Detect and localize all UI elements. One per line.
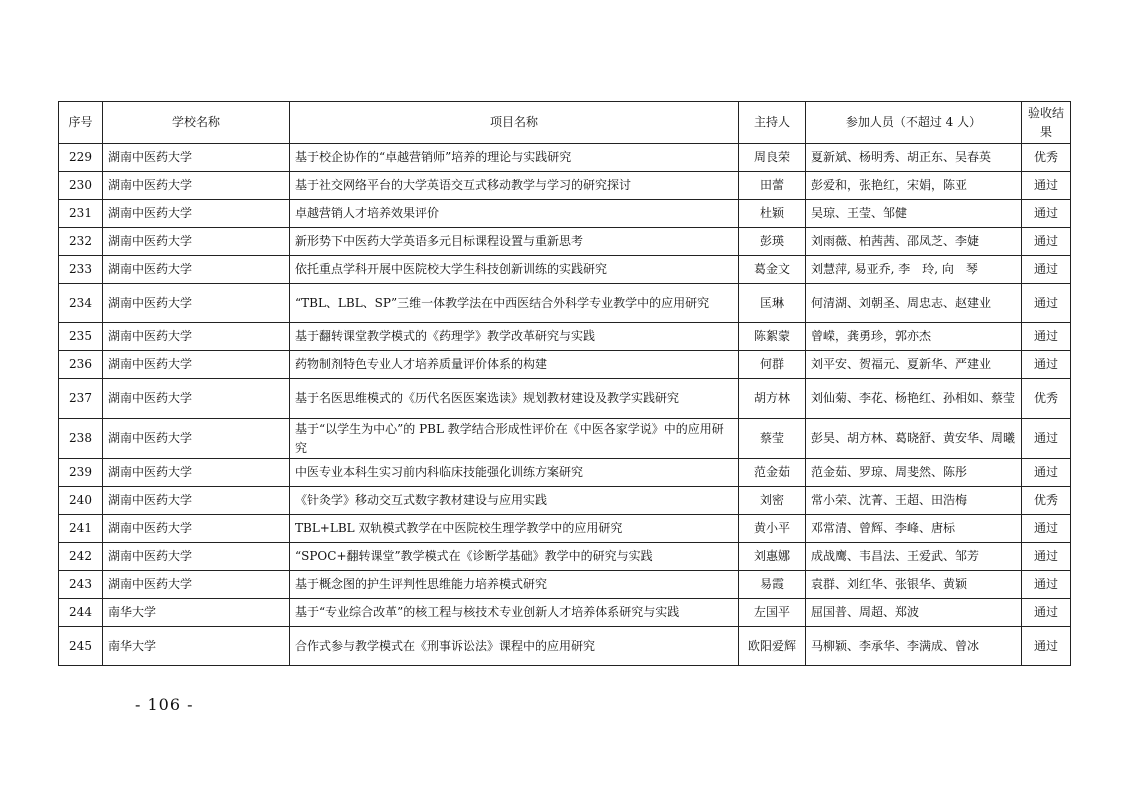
cell-school: 湖南中医药大学 <box>103 487 290 515</box>
cell-seq: 240 <box>59 487 103 515</box>
cell-result: 通过 <box>1022 256 1071 284</box>
table-row <box>59 487 1071 515</box>
cell-result: 通过 <box>1022 459 1071 487</box>
cell-seq: 244 <box>59 599 103 627</box>
cell-leader: 田蕾 <box>739 172 806 200</box>
cell-result: 通过 <box>1022 419 1071 459</box>
cell-leader: 何群 <box>739 351 806 379</box>
cell-result: 通过 <box>1022 284 1071 323</box>
table-row <box>59 571 1071 599</box>
cell-result: 通过 <box>1022 323 1071 351</box>
cell-project: “SPOC+翻转课堂”教学模式在《诊断学基础》教学中的研究与实践 <box>290 543 739 571</box>
table-row <box>59 515 1071 543</box>
cell-members: 彭昊、胡方林、葛晓舒、黄安华、周曦 <box>806 419 1022 459</box>
cell-school: 南华大学 <box>103 599 290 627</box>
cell-project: 基于社交网络平台的大学英语交互式移动教学与学习的研究探讨 <box>290 172 739 200</box>
cell-leader: 陈絮蒙 <box>739 323 806 351</box>
cell-members: 何清湖、刘朝圣、周忠志、赵建业 <box>806 284 1022 323</box>
cell-project: 基于“专业综合改革”的核工程与核技术专业创新人才培养体系研究与实践 <box>290 599 739 627</box>
table-row <box>59 200 1071 228</box>
table-row <box>59 379 1071 419</box>
cell-result: 通过 <box>1022 599 1071 627</box>
cell-school: 湖南中医药大学 <box>103 228 290 256</box>
cell-seq: 236 <box>59 351 103 379</box>
cell-leader: 刘惠娜 <box>739 543 806 571</box>
cell-result: 优秀 <box>1022 487 1071 515</box>
cell-seq: 237 <box>59 379 103 419</box>
cell-leader: 范金茹 <box>739 459 806 487</box>
cell-leader: 葛金文 <box>739 256 806 284</box>
cell-result: 通过 <box>1022 627 1071 666</box>
header-seq: 序号 <box>59 102 103 144</box>
cell-seq: 241 <box>59 515 103 543</box>
table-row <box>59 256 1071 284</box>
table-row <box>59 323 1071 351</box>
header-result: 验收结果 <box>1022 102 1071 144</box>
cell-project: TBL+LBL 双轨模式教学在中医院校生理学教学中的应用研究 <box>290 515 739 543</box>
header-project: 项目名称 <box>290 102 739 144</box>
cell-seq: 231 <box>59 200 103 228</box>
cell-result: 通过 <box>1022 200 1071 228</box>
cell-leader: 左国平 <box>739 599 806 627</box>
table-body <box>59 144 1071 666</box>
cell-members: 范金茹、罗琼、周斐然、陈彤 <box>806 459 1022 487</box>
cell-members: 刘仙菊、李花、杨艳红、孙相如、蔡莹 <box>806 379 1022 419</box>
cell-project: 中医专业本科生实习前内科临床技能强化训练方案研究 <box>290 459 739 487</box>
table-header-row <box>59 102 1071 144</box>
cell-members: 曾嵘，龚勇珍，郭亦杰 <box>806 323 1022 351</box>
cell-leader: 易霞 <box>739 571 806 599</box>
cell-leader: 欧阳爱辉 <box>739 627 806 666</box>
cell-seq: 245 <box>59 627 103 666</box>
cell-seq: 233 <box>59 256 103 284</box>
cell-leader: 彭瑛 <box>739 228 806 256</box>
header-school: 学校名称 <box>103 102 290 144</box>
cell-seq: 232 <box>59 228 103 256</box>
cell-members: 吴琼、王莹、邹健 <box>806 200 1022 228</box>
table-row <box>59 144 1071 172</box>
cell-leader: 刘密 <box>739 487 806 515</box>
cell-members: 彭爱和，张艳红，宋娟，陈亚 <box>806 172 1022 200</box>
cell-members: 袁群、刘红华、张银华、黄颖 <box>806 571 1022 599</box>
cell-school: 南华大学 <box>103 627 290 666</box>
cell-result: 通过 <box>1022 543 1071 571</box>
project-table <box>58 101 1071 666</box>
cell-project: 药物制剂特色专业人才培养质量评价体系的构建 <box>290 351 739 379</box>
cell-members: 夏新斌、杨明秀、胡正东、吴春英 <box>806 144 1022 172</box>
cell-project: 依托重点学科开展中医院校大学生科技创新训练的实践研究 <box>290 256 739 284</box>
cell-project: 基于名医思维模式的《历代名医医案选读》规划教材建设及教学实践研究 <box>290 379 739 419</box>
cell-seq: 238 <box>59 419 103 459</box>
cell-school: 湖南中医药大学 <box>103 571 290 599</box>
cell-school: 湖南中医药大学 <box>103 351 290 379</box>
cell-school: 湖南中医药大学 <box>103 515 290 543</box>
cell-seq: 235 <box>59 323 103 351</box>
cell-project: 基于翻转课堂教学模式的《药理学》教学改革研究与实践 <box>290 323 739 351</box>
cell-project: “TBL、LBL、SP”三维一体教学法在中西医结合外科学专业教学中的应用研究 <box>290 284 739 323</box>
cell-project: 《针灸学》移动交互式数字教材建设与应用实践 <box>290 487 739 515</box>
cell-project: 基于概念图的护生评判性思维能力培养模式研究 <box>290 571 739 599</box>
cell-leader: 匡琳 <box>739 284 806 323</box>
table-row <box>59 543 1071 571</box>
cell-members: 刘慧萍, 易亚乔, 李 玲, 向 琴 <box>806 256 1022 284</box>
cell-school: 湖南中医药大学 <box>103 459 290 487</box>
cell-leader: 胡方林 <box>739 379 806 419</box>
cell-leader: 蔡莹 <box>739 419 806 459</box>
cell-seq: 242 <box>59 543 103 571</box>
cell-result: 通过 <box>1022 172 1071 200</box>
table-row <box>59 627 1071 666</box>
cell-project: 基于“以学生为中心”的 PBL 教学结合形成性评价在《中医各家学说》中的应用研究 <box>290 419 739 459</box>
cell-school: 湖南中医药大学 <box>103 172 290 200</box>
cell-result: 通过 <box>1022 351 1071 379</box>
cell-school: 湖南中医药大学 <box>103 200 290 228</box>
cell-school: 湖南中医药大学 <box>103 323 290 351</box>
header-leader: 主持人 <box>739 102 806 144</box>
cell-members: 刘平安、贺福元、夏新华、严建业 <box>806 351 1022 379</box>
table-row <box>59 172 1071 200</box>
cell-members: 刘雨薇、柏茜茜、邵凤芝、李婕 <box>806 228 1022 256</box>
cell-members: 马柳颖、李承华、李满成、曾冰 <box>806 627 1022 666</box>
cell-members: 常小荣、沈菁、王超、田浩梅 <box>806 487 1022 515</box>
cell-members: 屈国普、周超、郑波 <box>806 599 1022 627</box>
cell-result: 通过 <box>1022 515 1071 543</box>
table-row <box>59 351 1071 379</box>
cell-seq: 230 <box>59 172 103 200</box>
cell-project: 新形势下中医药大学英语多元目标课程设置与重新思考 <box>290 228 739 256</box>
cell-leader: 杜颖 <box>739 200 806 228</box>
page-number: - 106 - <box>135 695 194 714</box>
table-row <box>59 599 1071 627</box>
cell-school: 湖南中医药大学 <box>103 256 290 284</box>
cell-school: 湖南中医药大学 <box>103 144 290 172</box>
cell-project: 基于校企协作的“卓越营销师”培养的理论与实践研究 <box>290 144 739 172</box>
cell-leader: 黄小平 <box>739 515 806 543</box>
header-members: 参加人员（不超过 4 人） <box>806 102 1022 144</box>
cell-result: 优秀 <box>1022 144 1071 172</box>
cell-result: 通过 <box>1022 228 1071 256</box>
cell-school: 湖南中医药大学 <box>103 543 290 571</box>
table-row <box>59 284 1071 323</box>
cell-result: 通过 <box>1022 571 1071 599</box>
cell-members: 成战鹰、韦昌法、王爱武、邹芳 <box>806 543 1022 571</box>
cell-seq: 243 <box>59 571 103 599</box>
cell-project: 卓越营销人才培养效果评价 <box>290 200 739 228</box>
cell-school: 湖南中医药大学 <box>103 284 290 323</box>
cell-seq: 229 <box>59 144 103 172</box>
cell-result: 优秀 <box>1022 379 1071 419</box>
table-row <box>59 228 1071 256</box>
cell-members: 邓常清、曾辉、李峰、唐标 <box>806 515 1022 543</box>
cell-leader: 周良荣 <box>739 144 806 172</box>
cell-school: 湖南中医药大学 <box>103 379 290 419</box>
table-row <box>59 419 1071 459</box>
cell-seq: 234 <box>59 284 103 323</box>
cell-seq: 239 <box>59 459 103 487</box>
cell-school: 湖南中医药大学 <box>103 419 290 459</box>
table-row <box>59 459 1071 487</box>
cell-project: 合作式参与教学模式在《刑事诉讼法》课程中的应用研究 <box>290 627 739 666</box>
